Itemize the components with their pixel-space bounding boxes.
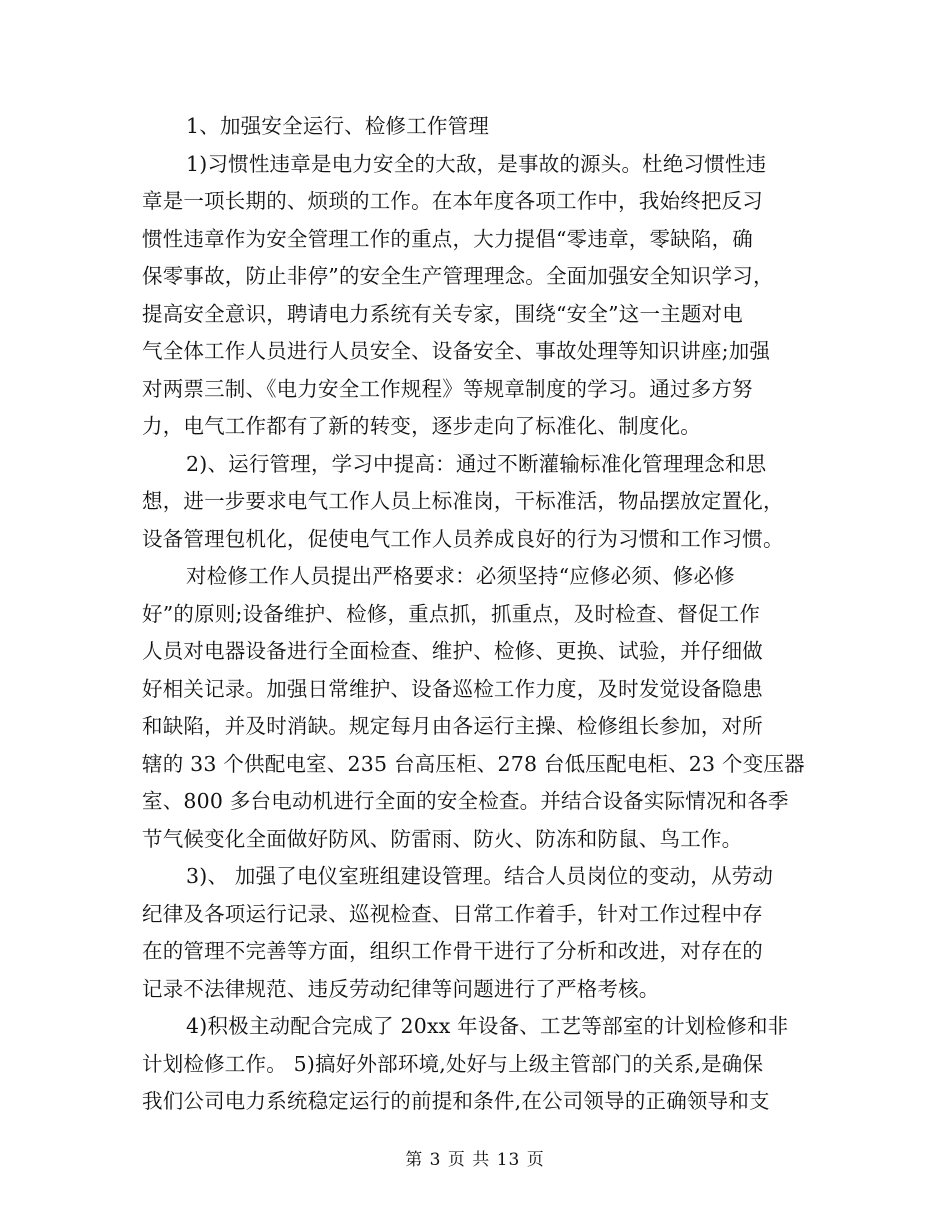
paragraph-line: 计划检修工作。 5)搞好外部环境,处好与上级主管部门的关系,是确保 bbox=[142, 1052, 764, 1076]
paragraph-line: 人员对电器设备进行全面检查、维护、检修、更换、试验，并仔细做 bbox=[142, 639, 763, 663]
paragraph-line: 对两票三制、《电力安全工作规程》等规章制度的学习。通过多方努 bbox=[142, 377, 753, 401]
paragraph-line: 和缺陷，并及时消缺。规定每月由各运行主操、检修组长参加，对所 bbox=[142, 714, 763, 738]
paragraph-line: 惯性违章作为安全管理工作的重点，大力提倡“零违章，零缺陷，确 bbox=[142, 227, 753, 251]
page-number-footer: 第 3 页 共 13 页 bbox=[405, 1150, 545, 1170]
paragraph-line: 提高安全意识，聘请电力系统有关专家，围绕“安全”这一主题对电 bbox=[142, 302, 743, 326]
paragraph-line: 气全体工作人员进行人员安全、设备安全、事故处理等知识讲座;加强 bbox=[142, 339, 771, 363]
paragraph-line: 4)积极主动配合完成了 20xx 年设备、工艺等部室的计划检修和非 bbox=[186, 1014, 789, 1038]
paragraph-line: 2)、运行管理，学习中提高：通过不断灌输标准化管理理念和思 bbox=[186, 452, 767, 476]
paragraph-line: 想，进一步要求电气工作人员上标准岗，干标准活，物品摆放定置化， bbox=[142, 489, 784, 513]
paragraph-line: 纪律及各项运行记录、巡视检查、日常工作着手，针对工作过程中存 bbox=[142, 902, 763, 926]
paragraph-line: 好相关记录。加强日常维护、设备巡检工作力度，及时发觉设备隐患 bbox=[142, 677, 763, 701]
paragraph-line: 节气候变化全面做好防风、防雷雨、防火、防冻和防鼠、鸟工作。 bbox=[142, 827, 743, 851]
paragraph-line: 力，电气工作都有了新的转变，逐步走向了标准化、制度化。 bbox=[142, 414, 701, 438]
paragraph-line: 我们公司电力系统稳定运行的前提和条件,在公司领导的正确领导和支 bbox=[142, 1089, 770, 1113]
paragraph-line: 保零事故，防止非停”的安全生产管理理念。全面加强安全知识学习， bbox=[142, 264, 774, 288]
paragraph-line: 1)习惯性违章是电力安全的大敌，是事故的源头。杜绝习惯性违 bbox=[186, 152, 767, 176]
paragraph-line: 记录不法律规范、违反劳动纪律等问题进行了严格考核。 bbox=[142, 977, 660, 1001]
paragraph-line: 好”的原则;设备维护、检修，重点抓，抓重点，及时检查、督促工作 bbox=[142, 602, 761, 626]
paragraph-line: 室、800 多台电动机进行全面的安全检查。并结合设备实际情况和各季 bbox=[142, 789, 789, 813]
paragraph-line: 设备管理包机化，促使电气工作人员养成良好的行为习惯和工作习惯。 bbox=[142, 527, 784, 551]
paragraph-line: 章是一项长期的、烦琐的工作。在本年度各项工作中，我始终把反习 bbox=[142, 189, 763, 213]
section-heading: 1、加强安全运行、检修工作管理 bbox=[186, 114, 490, 138]
paragraph-line: 在的管理不完善等方面，组织工作骨干进行了分析和改进，对存在的 bbox=[142, 939, 763, 963]
paragraph-line: 对检修工作人员提出严格要求：必须坚持“应修必须、修必修 bbox=[186, 564, 735, 588]
paragraph-line: 3)、 加强了电仪室班组建设管理。结合人员岗位的变动，从劳动 bbox=[186, 864, 774, 888]
paragraph-line: 辖的 33 个供配电室、235 台高压柜、278 台低压配电柜、23 个变压器 bbox=[142, 752, 805, 776]
